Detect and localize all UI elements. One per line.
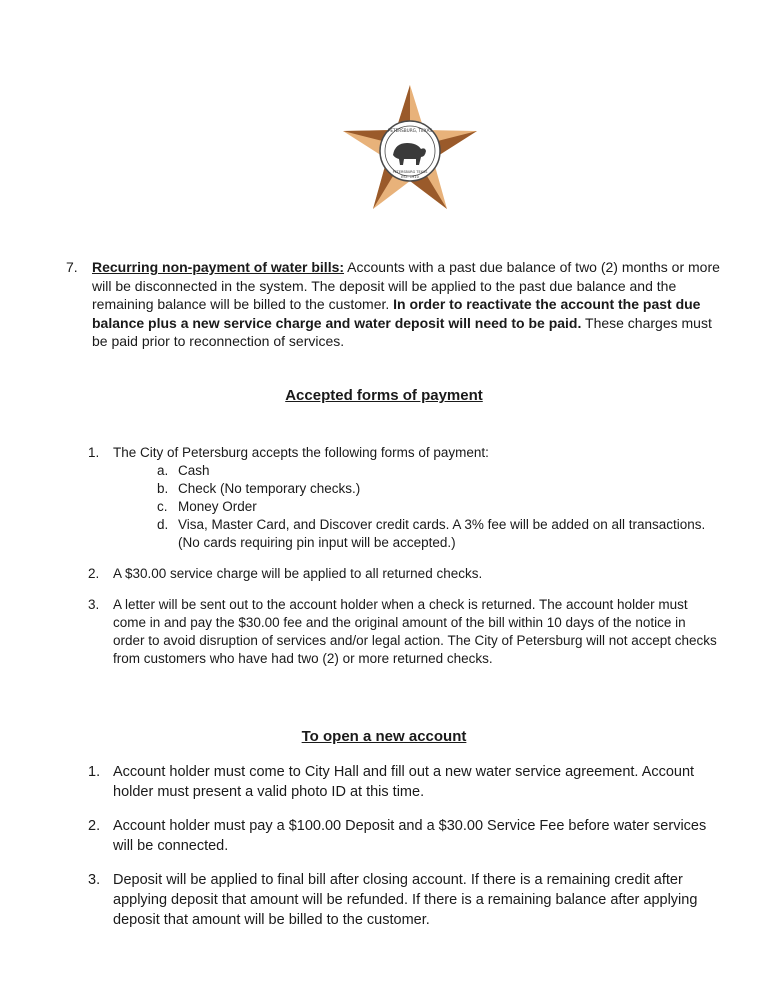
sub-list-item bbox=[157, 498, 718, 516]
list-item bbox=[88, 816, 718, 856]
payment-list bbox=[88, 444, 718, 681]
account-list bbox=[88, 762, 718, 944]
list-item bbox=[88, 596, 718, 668]
list-item-number: 1. bbox=[88, 764, 101, 780]
list-item-text: The City of Petersburg accepts the following forms of payment: bbox=[113, 445, 489, 460]
sub-list-item bbox=[157, 516, 718, 552]
list-item-number: 2. bbox=[88, 566, 100, 581]
list-item bbox=[88, 444, 718, 552]
list-item bbox=[88, 762, 718, 802]
sub-item-text: Visa, Master Card, and Discover credit cards. A 3% fee will be added on all transactions. (No cards requiring pin input will be accepted.) bbox=[178, 517, 706, 550]
list-item-number: 1. bbox=[88, 445, 100, 460]
account-section-title: To open a new account bbox=[301, 728, 467, 745]
sub-item-letter: c. bbox=[157, 499, 168, 514]
payment-methods-sublist bbox=[113, 462, 718, 552]
item-7-text-end: These charges must be paid prior to reconnection of services. bbox=[92, 314, 712, 349]
sub-item-text: Cash bbox=[178, 463, 210, 478]
item-7-heading: Recurring non-payment of water bills: bbox=[92, 259, 345, 275]
svg-text:PETERSBURG TEXAS: PETERSBURG TEXAS bbox=[392, 170, 428, 174]
list-item-text: Deposit will be applied to final bill after closing account. If there is a remaining credit after applying deposit that amount will be refunded. If there is a remaining balance after applying deposit that amount will be billed to the customer. bbox=[113, 872, 698, 928]
list-item-text: Account holder must pay a $100.00 Deposit and a $30.00 Service Fee before water services will be connected. bbox=[113, 818, 707, 854]
sub-list-item bbox=[157, 480, 718, 498]
list-item-number: 2. bbox=[88, 818, 101, 834]
item-7-text: Accounts with a past due balance of two (2) months or more will be disconnected in the system. The deposit will be applied to the past due balance and the remaining balance will be billed to the customer. bbox=[92, 259, 720, 312]
sub-item-text: Money Order bbox=[178, 499, 257, 514]
list-item bbox=[88, 870, 718, 930]
item-7-bold-text: In order to reactivate the account the past due balance plus a new service charge and water deposit will need to be paid. bbox=[92, 296, 701, 331]
list-item-number: 3. bbox=[88, 872, 101, 888]
list-item-text: A $30.00 service charge will be applied to all returned checks. bbox=[113, 566, 483, 581]
item-7-number: 7. bbox=[66, 259, 78, 275]
svg-text:PETERSBURG, TEXAS: PETERSBURG, TEXAS bbox=[387, 128, 433, 133]
sub-item-letter: a. bbox=[157, 463, 169, 478]
sub-list-item bbox=[157, 462, 718, 480]
payment-section-title: Accepted forms of payment bbox=[285, 387, 483, 404]
list-item bbox=[88, 565, 718, 583]
svg-text:EST. 1910: EST. 1910 bbox=[401, 175, 419, 179]
sub-item-text: Check (No temporary checks.) bbox=[178, 481, 361, 496]
list-item-number: 3. bbox=[88, 597, 100, 612]
list-item-text: Account holder must come to City Hall and fill out a new water service agreement. Account holder must present a valid photo ID at this time. bbox=[113, 764, 695, 800]
list-item-text: A letter will be sent out to the account holder when a check is returned. The account holder must come in and pay the $30.00 fee and the original amount of the bill within 10 days of the notice in order to avoid disruption of services and/or legal action. The City of Petersburg will not accept checks from customers who have had two (2) or more returned checks. bbox=[113, 597, 717, 666]
sub-item-letter: d. bbox=[157, 517, 169, 532]
city-seal-logo bbox=[343, 85, 477, 211]
item-7-paragraph bbox=[66, 258, 728, 351]
sub-item-letter: b. bbox=[157, 481, 169, 496]
